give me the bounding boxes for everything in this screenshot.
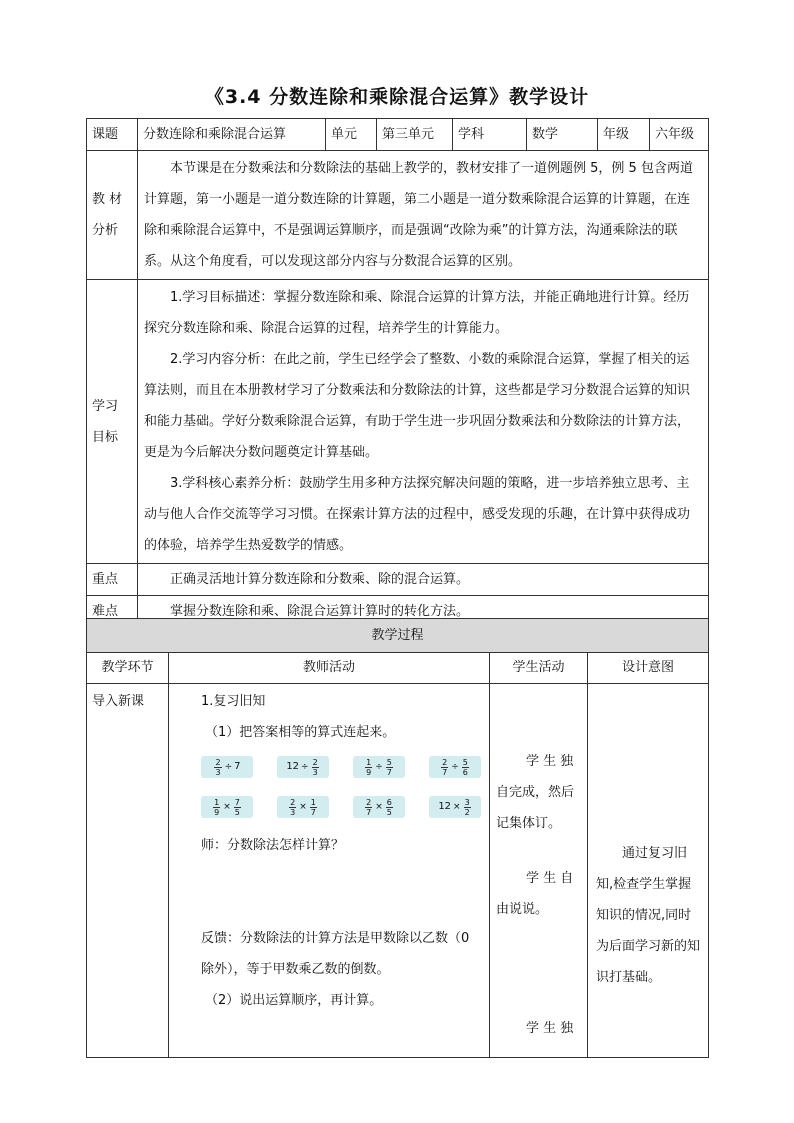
process-title: 教学过程 (87, 619, 709, 653)
task-2: （2）说出运算顺序，再计算。 (205, 993, 383, 1008)
lesson-label: 课题 (87, 119, 138, 151)
operator: × (299, 802, 307, 812)
analysis-label (87, 151, 138, 280)
lesson-info-table (86, 118, 709, 628)
key-point-text: 正确灵活地计算分数连除和分数乘、除的混合运算。 (138, 564, 709, 596)
goal-paragraph-1: 1.学习目标描述：掌握分数连除和乘、除混合运算的计算方法，并能正确地进行计算。经历探究分数连除和乘、除混合运算的过程，培养学生的计算能力。 (144, 290, 690, 336)
exercise-cards-row-1 (201, 756, 481, 778)
subject-label: 学科 (453, 119, 527, 151)
goals-label-line2: 目标 (92, 429, 119, 445)
expr-card[interactable] (429, 796, 481, 818)
analysis-row (87, 151, 709, 280)
col-intent: 设计意图 (588, 653, 709, 684)
operator: ÷ (451, 762, 459, 772)
intro-row (87, 684, 709, 1058)
fraction: $\frac{5}{6}$ (462, 757, 468, 777)
feedback-text (177, 923, 481, 985)
difficulty-text: 掌握分数连除和乘、除混合运算计算时的转化方法。 (138, 596, 709, 628)
task-1: （1）把答案相等的算式连起来。 (205, 725, 396, 740)
subject-value: 数学 (527, 119, 598, 151)
goal-paragraph-2: 2.学习内容分析：在此之前，学生已经学会了整数、小数的乘除混合运算，掌握了相关的运算法则，而且在本册教材学习了分数乘法和分数除法的计算，这些都是学习分数混合运算的知识和能力基础。学好分数乘除混合运算，有助于学生进一步巩固分数乘法和分数除法的计算方法，更是为今后解决分数问题奠定计算基础。 (144, 352, 691, 460)
analysis-text: 本节课是在分数乘法和分数除法的基础上教学的，教材安排了一道例题例 5，例 5 包含两道计算题，第一小题是一道分数连除的计算题，第二小题是一道分数乘除混合运算的计算题，在连除和乘除混合运算中，不是强调运算顺序，而是强调“改除为乘”的计算方法，沟通乘除法的联系。从这个角度看，可以发现这部分内容与分数混合运算的区别。 (144, 161, 693, 269)
stage-cell: 导入新课 (87, 684, 169, 1058)
grade-value: 六年级 (650, 119, 709, 151)
operand: 7 (234, 761, 241, 772)
fraction: $\frac{7}{5}$ (234, 797, 240, 817)
operator: ÷ (224, 762, 233, 772)
operator: × (375, 802, 383, 812)
student-note-1: 学 生 独自完成，然后记集体订。 (496, 754, 575, 831)
student-note-3: 学 生 独 (526, 1021, 574, 1036)
expr-card[interactable] (277, 756, 329, 778)
fraction: $\frac{3}{2}$ (464, 797, 470, 817)
exercise-cards-row-2 (201, 796, 481, 818)
document-title: 《3.4 分数连除和乘除混合运算》教学设计 (204, 86, 590, 108)
review-heading: 1.复习旧知 (201, 694, 266, 709)
operator: ÷ (375, 762, 383, 772)
goals-content (138, 280, 709, 564)
operand: 12 (286, 761, 300, 772)
lesson-value: 分数连除和乘除混合运算 (138, 119, 326, 151)
col-student: 学生活动 (490, 653, 588, 684)
goals-row (87, 280, 709, 564)
fraction: $\frac{2}{3}$ (215, 757, 221, 777)
col-teacher: 教师活动 (169, 653, 490, 684)
fraction: $\frac{2}{7}$ (366, 797, 372, 817)
design-intent (588, 684, 709, 1058)
expr-card[interactable] (201, 756, 253, 778)
analysis-content (138, 151, 709, 280)
student-note-2: 学 生 自由说说。 (496, 871, 574, 917)
key-point-row (87, 564, 709, 596)
expr-card[interactable] (277, 796, 329, 818)
teacher-question: 师：分数除法怎样计算？ (201, 838, 345, 853)
expr-card[interactable] (353, 756, 405, 778)
goals-label-line1: 学习 (92, 398, 119, 414)
expr-card[interactable] (429, 756, 481, 778)
fraction: $\frac{2}{3}$ (312, 757, 318, 777)
key-point-label: 重点 (87, 564, 138, 596)
fraction: $\frac{2}{3}$ (290, 797, 296, 817)
fraction: $\frac{2}{7}$ (442, 757, 448, 777)
unit-label: 单元 (326, 119, 377, 151)
fraction: $\frac{1}{9}$ (214, 797, 220, 817)
teacher-activity (169, 684, 490, 1058)
operator: ÷ (301, 762, 309, 772)
expr-card[interactable] (353, 796, 405, 818)
unit-value: 第三单元 (377, 119, 453, 151)
process-header-row (87, 653, 709, 684)
goals-label (87, 280, 138, 564)
operand: 12 (438, 801, 452, 812)
fraction: $\frac{1}{7}$ (310, 797, 316, 817)
expr-card[interactable] (201, 796, 253, 818)
grade-label: 年级 (598, 119, 650, 151)
header-row (87, 119, 709, 151)
fraction: $\frac{6}{5}$ (386, 797, 392, 817)
fraction: $\frac{5}{7}$ (386, 757, 392, 777)
difficulty-label: 难点 (87, 596, 138, 628)
intent-text: 通过复习旧知,检查学生掌握知识的情况,同时为后面学习新的知识打基础。 (596, 846, 701, 985)
analysis-label-line2: 分析 (92, 223, 119, 238)
operator: × (453, 802, 461, 812)
fraction: $\frac{1}{9}$ (366, 757, 372, 777)
analysis-label-line1: 教 材 (92, 192, 123, 207)
feedback-content: 反馈：分数除法的计算方法是甲数除以乙数（0 除外），等于甲数乘乙数的倒数。 (201, 931, 470, 977)
col-stage: 教学环节 (87, 653, 169, 684)
student-activity (490, 684, 588, 1058)
goal-paragraph-3: 3.学科核心素养分析：鼓励学生用多种方法探究解决问题的策略，进一步培养独立思考、主动与他人合作交流等学习习惯。在探索计算方法的过程中，感受发现的乐趣，在计算中获得成功的体验，培养学生热爱数学的情感。 (144, 476, 691, 553)
operator: × (223, 802, 231, 812)
teaching-process-table (86, 618, 709, 1058)
